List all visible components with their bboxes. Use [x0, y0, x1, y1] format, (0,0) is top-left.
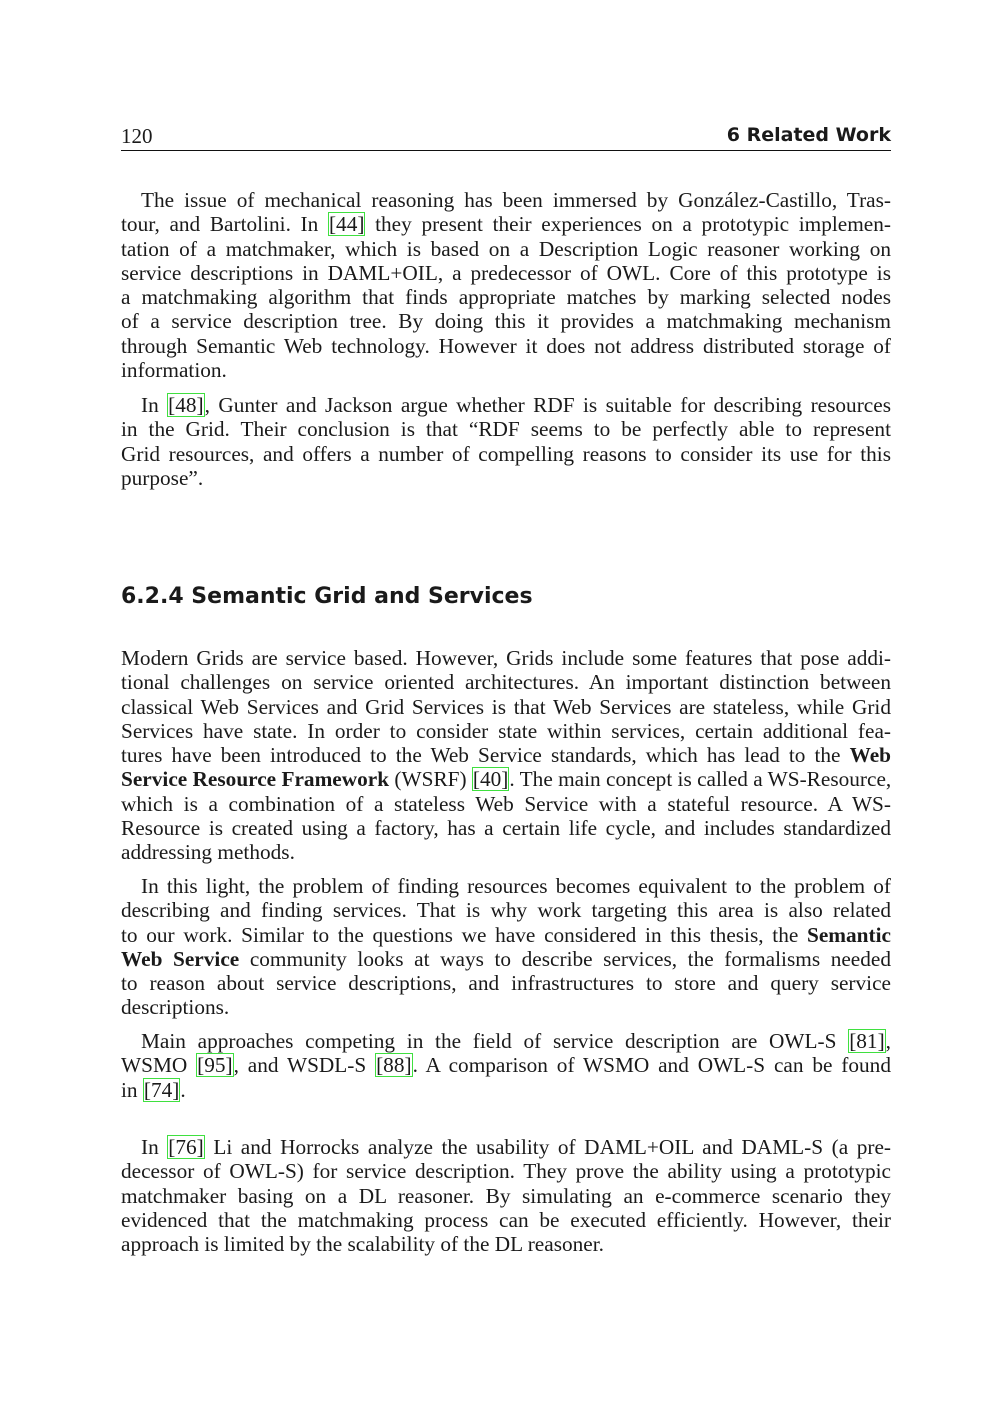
paragraph — [121, 1029, 891, 1102]
text-line — [121, 695, 891, 719]
text-run: descriptions. — [121, 995, 230, 1020]
citation-link[interactable]: [74] — [143, 1077, 180, 1102]
paragraph — [121, 393, 891, 490]
text-run: to our work. Similar to the questions we have considered in this thesis, the — [121, 922, 807, 947]
text-run: . A comparison of WSMO and OWL-S can be found — [412, 1053, 891, 1078]
paragraph — [121, 874, 891, 1020]
text-line — [121, 923, 891, 947]
text-line — [121, 237, 891, 261]
text-line — [121, 874, 891, 898]
text-run: , and WSDL-S — [233, 1053, 376, 1078]
text-line — [121, 334, 891, 358]
text-line — [121, 670, 891, 694]
text-run: information. — [121, 358, 227, 383]
text-line — [121, 212, 891, 236]
text-run: , — [885, 1029, 891, 1053]
text-line — [121, 792, 891, 816]
text-run: , Gunter and Jackson argue whether RDF is suitable for describing resources — [204, 393, 891, 417]
text-line — [121, 646, 891, 670]
text-run: . — [180, 1077, 186, 1102]
text-run: decessor of OWL-S) for service description. They prove the ability using a prototypic — [121, 1159, 891, 1184]
text-run: approach is limited by the scalability of the DL reasoner. — [121, 1232, 604, 1257]
bold-term: Semantic — [807, 922, 891, 947]
text-line — [121, 442, 891, 466]
text-line — [121, 995, 891, 1019]
text-line — [121, 1029, 891, 1053]
text-run: Main approaches competing in the field of service description are OWL-S — [141, 1029, 849, 1053]
text-run: (WSRF) — [389, 767, 472, 792]
text-run: tional challenges on service oriented architectures. An important distinction between — [121, 670, 891, 695]
text-line — [121, 816, 891, 840]
text-run: In — [141, 393, 168, 417]
text-line — [121, 1078, 891, 1102]
citation-link[interactable]: [95] — [197, 1053, 233, 1078]
text-run: a matchmaking algorithm that finds appropriate matches by marking selected nodes — [121, 285, 891, 310]
text-run: of a service description tree. By doing this it provides a matchmaking mechanism — [121, 309, 891, 334]
text-line — [121, 840, 891, 864]
text-run: In — [141, 1135, 168, 1159]
text-line — [121, 947, 891, 971]
bold-term: Service Resource Framework — [121, 767, 390, 792]
text-line — [121, 393, 891, 417]
text-line — [121, 285, 891, 309]
text-run: Li and Horrocks analyze the usability of DAML+OIL and DAML-S (a pre- — [204, 1135, 891, 1159]
text-run: community looks at ways to describe services, the formalisms needed — [239, 946, 891, 971]
text-line — [121, 261, 891, 285]
text-run: to reason about service descriptions, and infrastructures to store and query service — [121, 971, 891, 996]
text-run: tures have been introduced to the Web Service standards, which has lead to the — [121, 743, 850, 768]
text-run: classical Web Services and Grid Services is that Web Services are stateless, while Grid — [121, 694, 891, 719]
bold-term: Web — [849, 743, 891, 768]
text-run: through Semantic Web technology. However it does not address distributed storage of — [121, 333, 891, 358]
text-line — [121, 466, 891, 490]
text-run: describing and finding services. That is why work targeting this area is also related — [121, 898, 891, 923]
text-line — [121, 743, 891, 767]
text-line — [121, 188, 891, 212]
paragraph — [121, 646, 891, 865]
citation-link[interactable]: [88] — [376, 1053, 412, 1078]
text-run: in — [121, 1077, 143, 1102]
chapter-title: 6 Related Work — [726, 124, 891, 146]
text-run: Modern Grids are service based. However, Grids include some features that pose addi- — [121, 646, 891, 670]
text-run: Grid resources, and offers a number of compelling reasons to consider its use for this — [121, 441, 891, 466]
text-line — [121, 1208, 891, 1232]
citation-link[interactable]: [76] — [168, 1135, 204, 1159]
text-run: tour, and Bartolini. In — [121, 212, 328, 237]
text-run: In this light, the problem of finding resources becomes equivalent to the problem of — [141, 874, 891, 898]
text-run: . The main concept is called a WS-Resource, — [509, 767, 892, 792]
text-run: service descriptions in DAML+OIL, a predecessor of OWL. Core of this prototype is — [121, 260, 891, 285]
text-run: they present their experiences on a prototypic implemen- — [365, 212, 891, 237]
text-run: matchmaker basing on a DL reasoner. By simulating an e-commerce scenario they — [121, 1183, 891, 1208]
text-run: in the Grid. Their conclusion is that “RDF seems to be perfectly able to represent — [121, 417, 891, 442]
text-line — [121, 417, 891, 441]
running-header — [121, 124, 891, 151]
paragraph — [121, 1135, 891, 1256]
text-line — [121, 358, 891, 382]
text-run: purpose”. — [121, 465, 204, 490]
text-line — [121, 767, 891, 791]
text-run: Services have state. In order to consider state within services, certain additional fea- — [121, 718, 891, 743]
citation-link[interactable]: [44] — [328, 212, 365, 237]
text-line — [121, 1135, 891, 1159]
text-run: WSMO — [121, 1053, 197, 1078]
citation-link[interactable]: [40] — [472, 767, 509, 792]
section-heading: 6.2.4 Semantic Grid and Services — [121, 584, 533, 609]
text-run: The issue of mechanical reasoning has been immersed by González-Castillo, Tras- — [141, 188, 891, 212]
text-run: evidenced that the matchmaking process can be executed efficiently. However, their — [121, 1207, 891, 1232]
text-run: addressing methods. — [121, 840, 295, 865]
text-line — [121, 719, 891, 743]
text-line — [121, 1159, 891, 1183]
paragraph — [121, 188, 891, 382]
text-line — [121, 971, 891, 995]
citation-link[interactable]: [48] — [168, 393, 204, 417]
text-line — [121, 1053, 891, 1077]
text-run: which is a combination of a stateless Web Service with a stateful resource. A WS- — [121, 791, 891, 816]
text-run: Resource is created using a factory, has a certain life cycle, and includes standardized — [121, 816, 891, 841]
bold-term: Web Service — [121, 946, 240, 971]
text-line — [121, 1184, 891, 1208]
page-number: 120 — [121, 124, 153, 148]
text-line — [121, 1232, 891, 1256]
citation-link[interactable]: [81] — [849, 1029, 885, 1053]
text-line — [121, 309, 891, 333]
text-line — [121, 898, 891, 922]
text-run: tation of a matchmaker, which is based on a Description Logic reasoner working on — [121, 236, 891, 261]
